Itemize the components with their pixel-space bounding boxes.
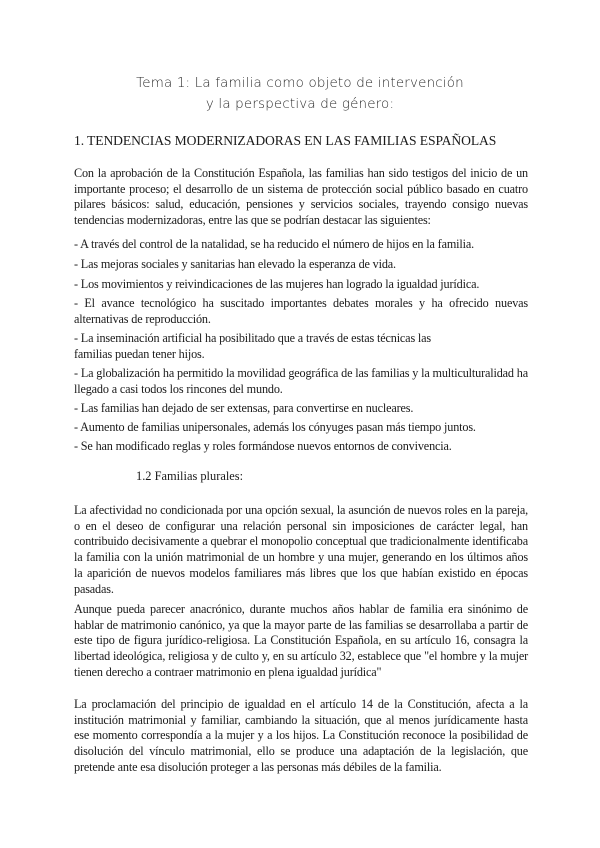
bullet-item: - La inseminación artificial ha posibilitado que a través de estas técnicas las <box>74 331 432 345</box>
bullet-item: - Las familias han dejado de ser extensas, para convertirse en nucleares. <box>74 401 414 415</box>
bullet-item: - Las mejoras sociales y sanitarias han elevado la esperanza de vida. <box>74 257 396 271</box>
bullet-item-continuation: familias puedan tener hijos. <box>74 347 205 361</box>
document-title-line2: y la perspectiva de género: <box>205 97 395 112</box>
bullet-item: - La globalización ha permitido la movilidad geográfica de las familias y la multiculturalidad ha llegado a casi todos los rincones del mundo. <box>74 366 528 396</box>
section-heading: 1. TENDENCIAS MODERNIZADORAS EN LAS FAMILIAS ESPAÑOLAS <box>74 133 497 148</box>
paragraph: La afectividad no condicionada por una opción sexual, la asunción de nuevos roles en la pareja, o en el deseo de configurar una relación personal sin imposiciones de carácter legal, han contribuido decisivamente a quebrar el monopolio conceptual que tradicionalmente identificaba la familia con la unión matrimonial de un hombre y una mujer, generando en los últimos años la aparición de nuevos modelos familiares más libres que los que habían existido en épocas pasadas. <box>74 503 528 596</box>
paragraph: Aunque pueda parecer anacrónico, durante muchos años hablar de familia era sinónimo de hablar de matrimonio canónico, ya que la mayor parte de las familias se desarrollaba a partir de este tipo de figura jurídico-religiosa. La Constitución Española, en su artículo 16, consagra la libertad ideológica, religiosa y de culto y, en su artículo 32, establece que "el hombre y la mujer tienen derecho a contraer matrimonio en plena igualdad jurídica" <box>74 602 528 679</box>
bullet-item: - Los movimientos y reivindicaciones de las mujeres han logrado la igualdad jurídica. <box>74 277 480 291</box>
document-title-line1: Tema 1: La familia como objeto de intervención <box>136 76 464 91</box>
bullet-item: - Se han modificado reglas y roles formándose nuevos entornos de convivencia. <box>74 439 452 453</box>
bullet-item: - Aumento de familias unipersonales, además los cónyuges pasan más tiempo juntos. <box>74 420 476 434</box>
subsection-heading: 1.2 Familias plurales: <box>136 469 244 483</box>
bullet-item: - El avance tecnológico ha suscitado importantes debates morales y ha ofrecido nuevas alternativas de reproducción. <box>74 296 528 326</box>
bullet-item: - A través del control de la natalidad, se ha reducido el número de hijos en la familia. <box>74 237 475 251</box>
paragraph: La proclamación del principio de igualdad en el artículo 14 de la Constitución, afecta a la institución matrimonial y familiar, cambiando la situación, que al menos jurídicamente hasta ese momento correspondía a la mujer y a los hijos. La Constitución reconoce la posibilidad de disolución del vínculo matrimonial, ello se produce una adaptación de la legislación, que pretende ante esa disolución proteger a las personas más débiles de la familia. <box>74 697 528 774</box>
intro-paragraph: Con la aprobación de la Constitución Española, las familias han sido testigos del inicio de un importante proceso; el desarrollo de un sistema de protección social público basado en cuatro pilares básicos: salud, educación, pensiones y servicios sociales, trayendo consigo nuevas tendencias modernizadoras, entre las que se podrían destacar las siguientes: <box>74 166 528 228</box>
